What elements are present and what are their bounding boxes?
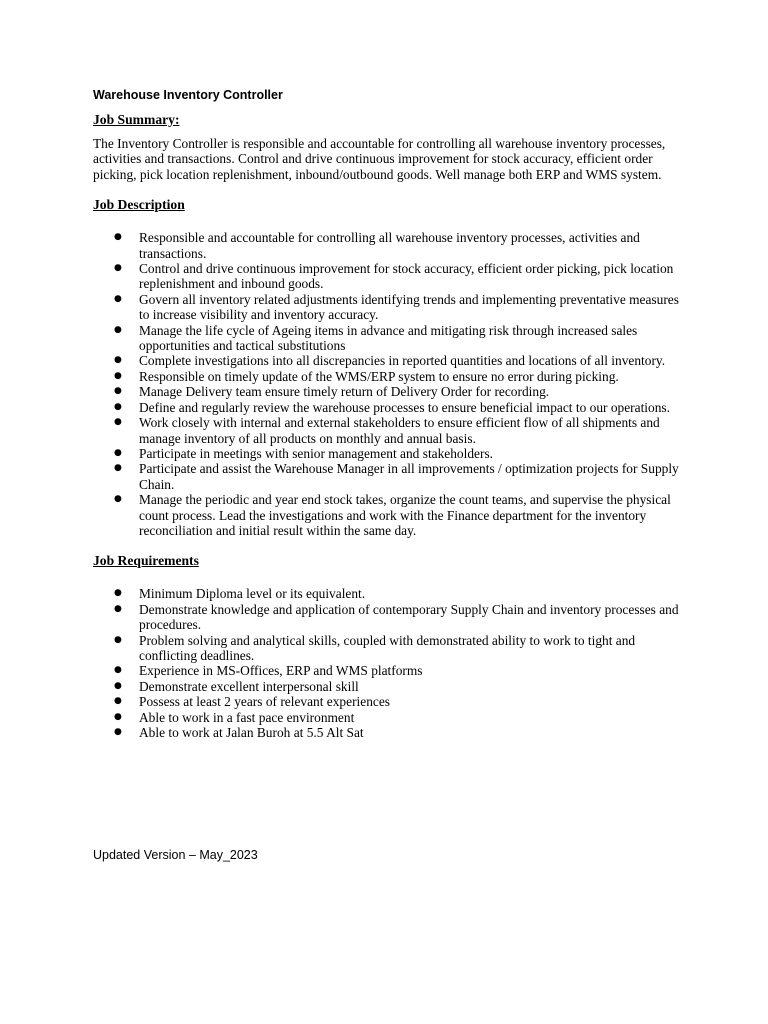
bullet-icon: ●	[114, 463, 122, 474]
list-item-text: Control and drive continuous improvement for stock accuracy, efficient order picking, pick location replenishment and inbound goods.	[139, 261, 674, 292]
list-item-text: Govern all inventory related adjustments identifying trends and implementing preventative measures to increase visibility and inventory accuracy.	[139, 291, 679, 323]
list-item	[93, 710, 683, 725]
bullet-icon: ●	[114, 355, 122, 366]
list-item	[93, 261, 683, 292]
list-item	[93, 446, 683, 461]
list-item	[93, 415, 683, 446]
list-item	[93, 602, 683, 633]
list-item	[93, 353, 683, 368]
list-item-text: Responsible and accountable for controlling all warehouse inventory processes, activities and transactions.	[139, 230, 640, 261]
list-item-text: Manage the life cycle of Ageing items in advance and mitigating risk through increased sales opportunities and tactical substitutions	[139, 322, 638, 354]
bullet-icon: ●	[114, 324, 122, 335]
job-description-list	[93, 230, 683, 538]
list-item-text: Work closely with internal and external stakeholders to ensure efficient flow of all shipments and manage inventory of all products on monthly and annual basis.	[139, 415, 660, 446]
document-title: Warehouse Inventory Controller	[93, 88, 283, 102]
list-item	[93, 663, 683, 678]
bullet-icon: ●	[114, 263, 122, 274]
bullet-icon: ●	[114, 603, 122, 614]
list-item	[93, 725, 683, 740]
bullet-icon: ●	[114, 232, 122, 243]
list-item	[93, 400, 683, 415]
list-item-text: Responsible on timely update of the WMS/ERP system to ensure no error during picking.	[139, 368, 619, 384]
job-requirements-list	[93, 586, 683, 740]
list-item-text: Experience in MS-Offices, ERP and WMS platforms	[139, 663, 423, 679]
bullet-icon: ●	[114, 634, 122, 645]
bullet-icon: ●	[114, 494, 122, 505]
document-page	[93, 86, 683, 740]
bullet-icon: ●	[114, 386, 122, 397]
list-item	[93, 694, 683, 709]
bullet-icon: ●	[114, 665, 122, 676]
bullet-icon: ●	[114, 293, 122, 304]
bullet-icon: ●	[114, 711, 122, 722]
list-item	[93, 492, 683, 538]
list-item-text: Possess at least 2 years of relevant experiences	[139, 694, 390, 710]
bullet-icon: ●	[114, 417, 122, 428]
list-item	[93, 679, 683, 694]
version-footer: Updated Version – May_2023	[93, 848, 258, 862]
job-summary-heading: Job Summary:	[93, 112, 180, 127]
job-summary-text: The Inventory Controller is responsible and accountable for controlling all warehouse inventory processes, activities and transactions. Control and drive continuous improvement for stock accuracy, efficient order picking, pick location replenishment, inbound/outbound goods. Well manage both ERP and WMS system.	[93, 136, 666, 182]
list-item-text: Manage the periodic and year end stock takes, organize the count teams, and supervise the physical count process. Lead the investigations and work with the Finance department for the inventory reconciliation and initial result within the same day.	[139, 492, 671, 538]
bullet-icon: ●	[114, 447, 122, 458]
list-item	[93, 586, 683, 601]
list-item-text: Participate in meetings with senior management and stakeholders.	[139, 445, 494, 461]
list-item	[93, 369, 683, 384]
list-item	[93, 292, 683, 323]
list-item-text: Manage Delivery team ensure timely return of Delivery Order for recording.	[139, 384, 550, 400]
bullet-icon: ●	[114, 370, 122, 381]
list-item-text: Demonstrate knowledge and application of contemporary Supply Chain and inventory processes and procedures.	[139, 601, 679, 633]
bullet-icon: ●	[114, 680, 122, 691]
bullet-icon: ●	[114, 401, 122, 412]
job-requirements-heading: Job Requirements	[93, 553, 199, 569]
list-item-text: Participate and assist the Warehouse Manager in all improvements / optimization projects for Supply Chain.	[139, 461, 679, 492]
section-spacer	[93, 538, 683, 553]
list-item-text: Demonstrate excellent interpersonal skill	[139, 678, 359, 694]
list-item-text: Able to work in a fast pace environment	[139, 709, 355, 725]
bullet-icon: ●	[114, 696, 122, 707]
list-item	[93, 461, 683, 492]
bullet-icon: ●	[114, 588, 122, 599]
list-item	[93, 633, 683, 664]
list-item-text: Problem solving and analytical skills, coupled with demonstrated ability to work to tight and conflicting deadlines.	[139, 632, 636, 663]
list-item-text: Able to work at Jalan Buroh at 5.5 Alt Sat	[139, 725, 364, 740]
list-item-text: Complete investigations into all discrepancies in reported quantities and locations of all inventory.	[139, 353, 666, 369]
list-item	[93, 384, 683, 399]
list-item	[93, 323, 683, 354]
job-description-heading: Job Description	[93, 197, 185, 213]
list-item	[93, 230, 683, 261]
list-item-text: Minimum Diploma level or its equivalent.	[139, 586, 366, 602]
bullet-icon: ●	[114, 727, 122, 737]
list-item-text: Define and regularly review the warehouse processes to ensure beneficial impact to our operations.	[139, 399, 670, 415]
